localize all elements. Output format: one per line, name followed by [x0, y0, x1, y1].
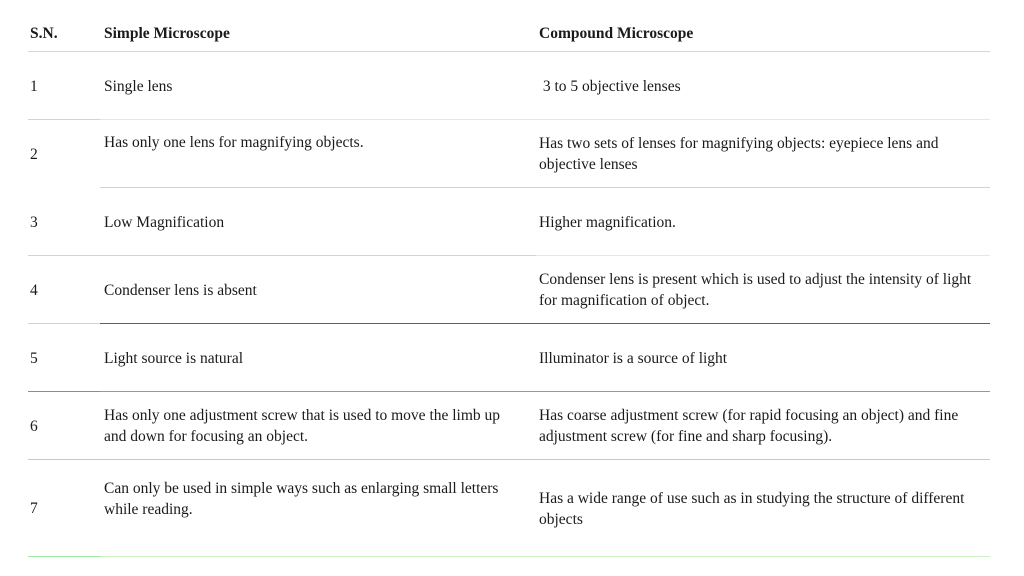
simple-cell: Has only one adjustment screw that is used to move the limb up and down for focusing an object.	[104, 407, 501, 445]
compound-cell: Has a wide range of use such as in studying the structure of different objects	[539, 489, 965, 528]
table-row	[28, 324, 990, 392]
simple-cell: Can only be used in simple ways such as enlarging small letters while reading.	[104, 480, 499, 518]
simple-cell: Low Magnification	[104, 213, 225, 231]
simple-cell: Condenser lens is absent	[104, 281, 257, 299]
header-sn: S.N.	[30, 24, 58, 42]
compound-cell: 3 to 5 objective lenses	[539, 77, 681, 95]
table-row	[28, 392, 990, 460]
table-row	[28, 120, 990, 188]
simple-cell: Has only one lens for magnifying objects.	[104, 134, 364, 151]
compound-cell: Condenser lens is present which is used to adjust the intensity of light for magnification of object.	[539, 271, 972, 309]
compound-cell: Higher magnification.	[539, 213, 676, 231]
table-row	[28, 188, 990, 256]
compound-cell: Has coarse adjustment screw (for rapid focusing an object) and fine adjustment screw (for fine and sharp focusing).	[539, 407, 959, 445]
row-number: 2	[30, 145, 38, 163]
simple-cell: Single lens	[104, 77, 173, 95]
row-number: 6	[30, 417, 38, 435]
comparison-table	[28, 14, 990, 557]
table-row	[28, 460, 990, 557]
table-row	[28, 52, 990, 120]
row-number: 4	[30, 281, 38, 299]
row-number: 7	[30, 500, 38, 517]
simple-cell: Light source is natural	[104, 349, 244, 367]
row-number: 5	[30, 349, 38, 367]
compound-cell: Has two sets of lenses for magnifying objects: eyepiece lens and objective lenses	[539, 135, 939, 173]
compound-cell: Illuminator is a source of light	[539, 349, 728, 367]
table-header-row	[28, 14, 990, 52]
row-divider	[28, 556, 100, 557]
header-simple-microscope: Simple Microscope	[104, 24, 230, 42]
table-row	[28, 256, 990, 324]
row-number: 1	[30, 77, 38, 95]
row-divider	[100, 556, 990, 557]
row-number: 3	[30, 213, 38, 231]
header-compound-microscope: Compound Microscope	[539, 24, 694, 42]
